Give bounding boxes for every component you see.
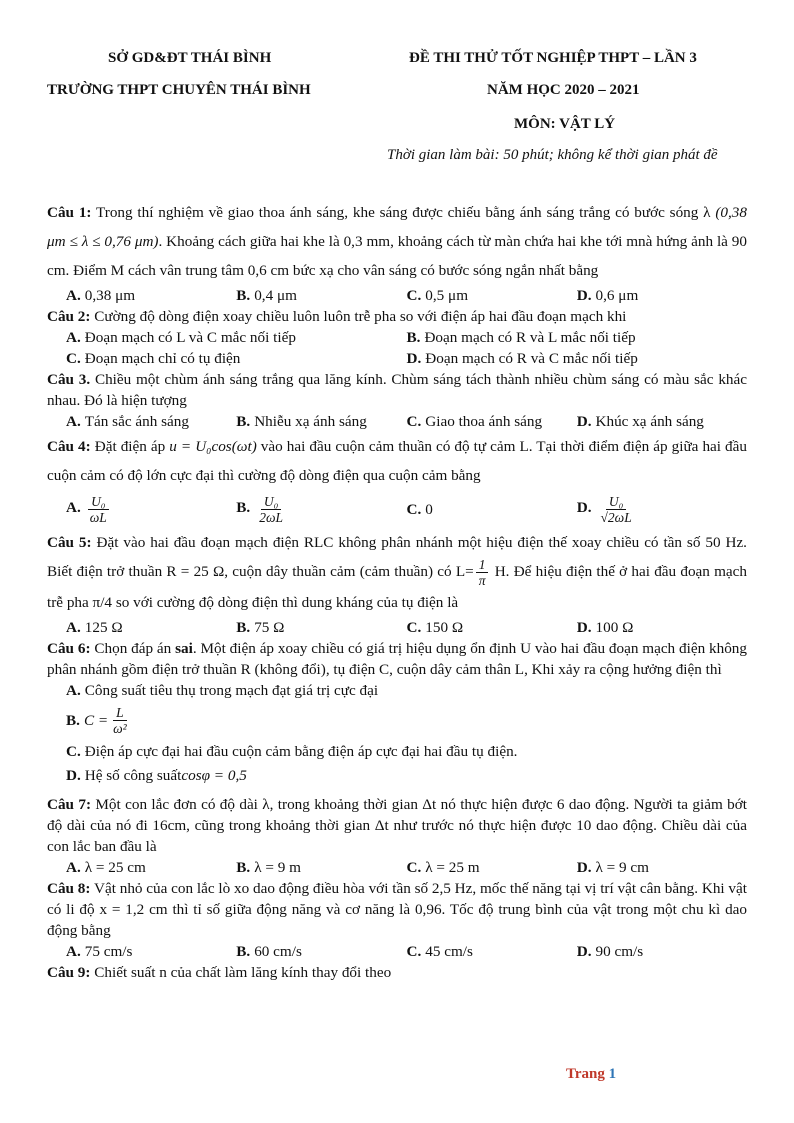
options-q2-row2 — [47, 348, 747, 369]
option-a-row — [47, 680, 747, 701]
option-c: C. Đoạn mạch chỉ có tụ điện — [66, 350, 241, 367]
option-d: D. λ = 9 cm — [576, 859, 649, 877]
question-label: Câu 1: — [47, 204, 92, 221]
option-a: A. 125 Ω — [66, 619, 123, 637]
option-d: D. 0,6 μm — [576, 287, 639, 304]
question-text: Trong thí nghiệm về giao thoa ánh sáng, khe sáng được chiếu bằng ánh sáng trắng có bước sóng λ — [91, 204, 716, 221]
question-8 — [47, 878, 747, 941]
option-b: B. 0,4 μm — [236, 287, 297, 304]
option-a: A. 75 cm/s — [66, 943, 133, 961]
fraction: $\frac{\text{U₀}}{\omega L}$ — [89, 493, 107, 525]
question-6 — [47, 638, 747, 680]
question-label: Câu 5: — [47, 534, 92, 551]
question-4 — [47, 432, 747, 490]
subject-title: MÔN: VẬT LÝ — [514, 116, 616, 132]
option-c: C. Giao thoa ánh sáng — [406, 413, 543, 430]
school-year: NĂM HỌC 2020 – 2021 — [487, 82, 640, 98]
question-label: Câu 7: — [47, 796, 92, 814]
question-text: . Một điện áp xoay chiều có giá trị hiệu dụng ổn định U vào hai đầu đoạn mạch điện không phân nhánh gồm điện trở thuần R (không đổi), tụ điện C, cuộn dây cảm thân L, Khi xảy ra cộng hưởng điện thì — [47, 640, 747, 679]
options-q1 — [47, 285, 747, 306]
question-text: Chiều một chùm ánh sáng trắng qua lăng kính. Chùm sáng tách thành nhiều chùm sáng có màu sắc khác nhau. Đó là hiện tượng — [47, 371, 747, 409]
option-b: B. Nhiễu xạ ánh sáng — [236, 413, 367, 430]
emphasis-word: sai — [175, 640, 193, 658]
questions — [47, 198, 747, 983]
option-b: B. 75 Ω — [236, 619, 285, 637]
question-text: H. Để hiệu điện thế ở hai đầu đoạn mạch trễ pha π/4 so với cường độ dòng điện thì dung kháng của tụ điện là — [47, 563, 748, 612]
inductance-fraction: $\frac{1}{\pi}$ — [476, 557, 489, 588]
question-7 — [47, 794, 747, 857]
question-label: Câu 3. — [47, 371, 91, 388]
time-note: Thời gian làm bài: 50 phút; không kể thời gian phát đề — [387, 147, 718, 163]
option-d: D. Hệ số công suất cosφ = 0,5 — [66, 767, 247, 785]
options-q4 — [47, 490, 747, 528]
option-a: A. 0,38 μm — [66, 287, 136, 304]
option-a: A. Tán sắc ánh sáng — [66, 413, 189, 430]
question-text: . Khoảng cách giữa hai khe là 0,3 mm, khoảng cách từ màn chứa hai khe tới mnà hứng ảnh là 90 cm. Điểm M cách vân trung tâm 0,6 cm bức xạ cho vân sáng có bước sóng ngắn nhất bằng — [47, 233, 747, 279]
page-number: Trang 1 — [566, 1066, 617, 1082]
option-c: C. Điện áp cực đại hai đầu cuộn cảm bằng điện áp cực đại hai đầu tụ điện. — [66, 743, 518, 761]
option-d: D. 100 Ω — [576, 619, 634, 637]
question-text: Đặt điện áp — [90, 438, 170, 455]
option-c: C. 0,5 μm — [406, 287, 469, 304]
question-9 — [47, 962, 747, 983]
exam-title: ĐỀ THI THỬ TỐT NGHIỆP THPT – LẦN 3 — [409, 50, 697, 66]
option-a: A. $\frac{\text{U₀}}{\omega L}$ — [66, 494, 236, 525]
question-text: Đặt vào hai đầu đoạn mạch điện RLC không phân nhánh một hiệu điện thế xoay chiều có tần số 50 Hz. Biết điện trở thuần R = 25 Ω, cuộn dây thuần cảm (cảm thuần) có L= — [47, 534, 747, 580]
option-d: D. Đoạn mạch có R và C mắc nối tiếp — [406, 350, 638, 367]
option-c: C. 45 cm/s — [406, 943, 473, 961]
fraction: $\frac{L}{\text{ω²}}$ — [113, 704, 127, 736]
department-name: SỞ GD&ĐT THÁI BÌNH — [108, 50, 272, 66]
question-label: Câu 6: — [47, 640, 91, 658]
options-q8 — [47, 941, 747, 962]
option-b: B. Đoạn mạch có R và L mắc nối tiếp — [406, 329, 636, 346]
option-b: B. 60 cm/s — [236, 943, 302, 961]
option-c: C. 0 — [406, 500, 433, 518]
option-a: A. Đoạn mạch có L và C mắc nối tiếp — [66, 329, 296, 346]
question-text: Một con lắc đơn có độ dài λ, trong khoảng thời gian Δt nó thực hiện được 6 dao động. Người ta giảm bớt độ dài của nó đi 16cm, cũng trong khoảng thời gian Δt như trước nó thực hiện được 10 dao động. Chiều dài của con lắc ban đầu là — [47, 796, 748, 856]
question-label: Câu 4: — [47, 438, 91, 455]
question-text: Vật nhỏ của con lắc lò xo dao động điều hòa với tần số 2,5 Hz, mốc thế năng tại vị trí vật cân bằng. Khi vật có li độ x = 1,2 cm thì tỉ số giữa động năng và cơ năng là 0,96. Tốc độ trung bình của vật trong một chu kì dao động bằng — [47, 880, 747, 940]
wavelength-range: (0,38 μm ≤ λ ≤ 0,76 μm) — [47, 204, 747, 250]
question-3 — [47, 369, 747, 411]
voltage-formula: u = U₀cos(ωt) — [169, 438, 257, 455]
question-text: Chiết suất n của chất làm lăng kính thay đổi theo — [90, 964, 392, 982]
school-name: TRƯỜNG THPT CHUYÊN THÁI BÌNH — [47, 82, 311, 98]
question-label: Câu 9: — [47, 964, 91, 982]
option-c: C. λ = 25 m — [406, 859, 480, 877]
options-q5 — [47, 617, 747, 638]
option-d-row — [47, 765, 747, 786]
question-label: Câu 2: — [47, 308, 91, 325]
option-b: B. C = $\frac{L}{\text{ω²}}$ — [66, 705, 747, 736]
fraction: $\frac{\text{U₀}}{√2\omega L}$ — [600, 493, 632, 525]
question-1 — [47, 198, 747, 285]
question-text: Cường độ dòng điện xoay chiều luôn luôn trễ pha so với điện áp hai đầu đoạn mạch khi — [90, 308, 627, 325]
question-label: Câu 8: — [47, 880, 91, 898]
option-d: D. 90 cm/s — [576, 943, 644, 961]
options-q3 — [47, 411, 747, 432]
question-text: Chọn đáp án — [90, 640, 176, 658]
option-d: D. $\frac{\text{U₀}}{√2\omega L}$ — [577, 494, 747, 525]
option-b-row — [47, 701, 747, 739]
options-q2-row1 — [47, 327, 747, 348]
question-2 — [47, 306, 747, 327]
option-c-row — [47, 741, 747, 762]
fraction: $\frac{\text{U₀}}{2\omega L}$ — [259, 493, 283, 525]
question-text: vào hai đầu cuộn cảm thuần có độ tự cảm L. Tại thời điểm điện áp giữa hai đầu cuộn cảm có độ lớn cực đại thì cường độ dòng điện qua cuộn cảm bằng — [47, 438, 747, 484]
options-q7 — [47, 857, 747, 878]
question-5 — [47, 528, 747, 617]
option-a: A. λ = 25 cm — [66, 859, 146, 877]
option-a: A. Công suất tiêu thụ trong mạch đạt giá trị cực đại — [66, 682, 379, 700]
option-c: C. 150 Ω — [406, 619, 464, 637]
option-b: B. $\frac{\text{U₀}}{2\omega L}$ — [236, 494, 406, 525]
option-b: B. λ = 9 m — [236, 859, 301, 877]
option-d: D. Khúc xạ ánh sáng — [576, 413, 704, 430]
